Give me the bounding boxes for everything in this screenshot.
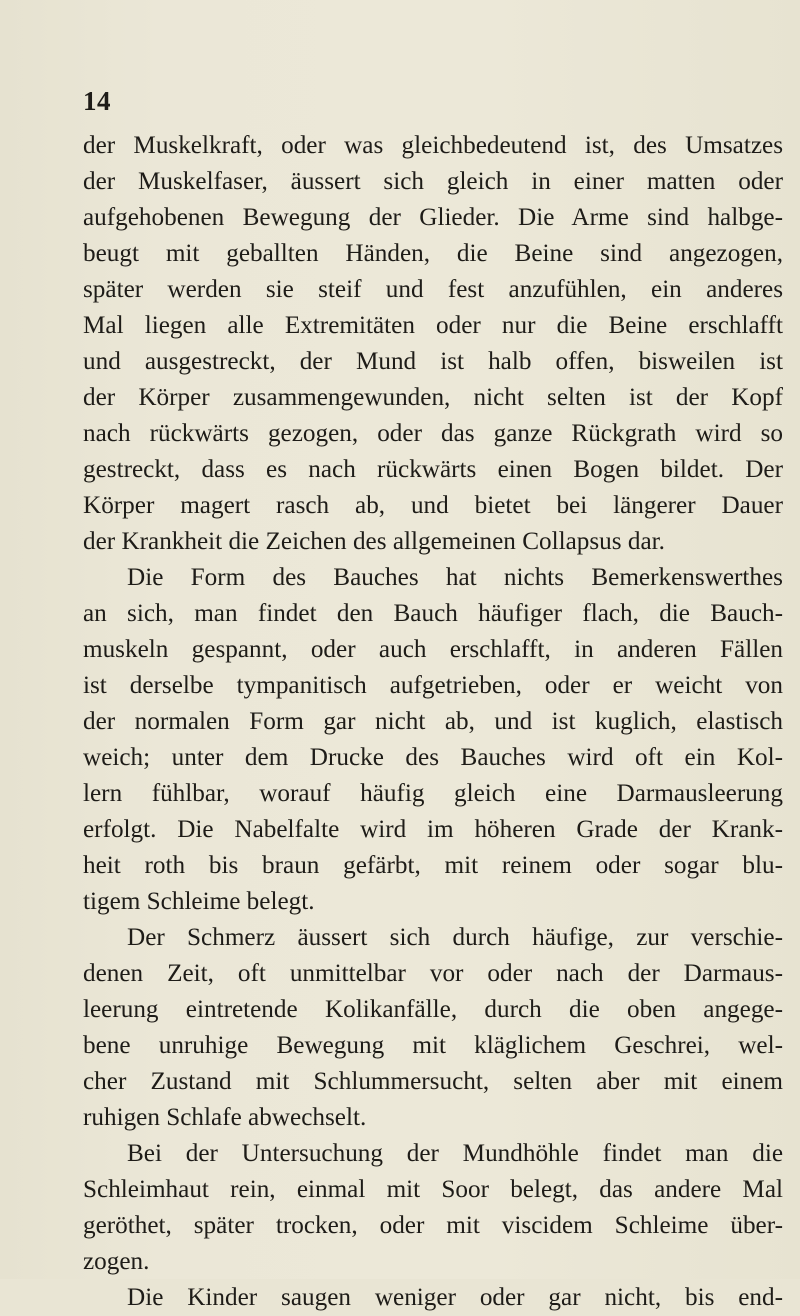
text-line: Mal liegen alle Extremitäten oder nur die Beine erschlafft: [83, 312, 783, 339]
text-line: nach rückwärts gezogen, oder das ganze Rückgrath wird so: [83, 420, 783, 447]
text-line: zogen.: [83, 1248, 150, 1275]
text-line: Bei der Untersuchung der Mundhöhle findet man die: [127, 1140, 783, 1167]
text-line: bene unruhige Bewegung mit kläglichem Geschrei, wel-: [83, 1032, 783, 1059]
text-line: an sich, man findet den Bauch häufiger flach, die Bauch-: [83, 600, 783, 627]
text-line: denen Zeit, oft unmittelbar vor oder nach der Darmaus-: [83, 960, 783, 987]
text-line: weich; unter dem Drucke des Bauches wird oft ein Kol-: [83, 744, 783, 771]
text-line: lern fühlbar, worauf häufig gleich eine Darmausleerung: [83, 780, 783, 807]
text-line: cher Zustand mit Schlummersucht, selten aber mit einem: [83, 1068, 783, 1095]
text-line: ist derselbe tympanitisch aufgetrieben, oder er weicht von: [83, 672, 783, 699]
text-line: der Krankheit die Zeichen des allgemeinen Collapsus dar.: [83, 528, 665, 555]
text-line: der Muskelfaser, äussert sich gleich in einer matten oder: [83, 168, 783, 195]
text-line: aufgehobenen Bewegung der Glieder. Die Arme sind halbge-: [83, 204, 783, 231]
text-line: Die Form des Bauches hat nichts Bemerkenswerthes: [127, 564, 783, 591]
text-line: beugt mit geballten Händen, die Beine sind angezogen,: [83, 240, 783, 267]
text-line: heit roth bis braun gefärbt, mit reinem oder sogar blu-: [83, 852, 783, 879]
text-line: Die Kinder saugen weniger oder gar nicht, bis end-: [127, 1284, 783, 1311]
text-line: erfolgt. Die Nabelfalte wird im höheren Grade der Krank-: [83, 816, 783, 843]
text-line: Der Schmerz äussert sich durch häufige, zur verschie-: [127, 924, 783, 951]
page-number: 14: [83, 86, 111, 116]
text-line: leerung eintretende Kolikanfälle, durch die oben angege-: [83, 996, 783, 1023]
text-line: muskeln gespannt, oder auch erschlafft, in anderen Fällen: [83, 636, 783, 663]
text-line: tigem Schleime belegt.: [83, 888, 315, 915]
text-line: Schleimhaut rein, einmal mit Soor belegt, das andere Mal: [83, 1176, 783, 1203]
text-line: gestreckt, dass es nach rückwärts einen Bogen bildet. Der: [83, 456, 783, 483]
text-line: später werden sie steif und fest anzufühlen, ein anderes: [83, 276, 783, 303]
text-line: der Körper zusammengewunden, nicht selten ist der Kopf: [83, 384, 783, 411]
text-line: geröthet, später trocken, oder mit viscidem Schleime über-: [83, 1212, 783, 1239]
text-line: der Muskelkraft, oder was gleichbedeutend ist, des Umsatzes: [83, 132, 783, 159]
body-text: [83, 128, 783, 1316]
text-line: ruhigen Schlafe abwechselt.: [83, 1104, 367, 1131]
text-line: der normalen Form gar nicht ab, und ist kuglich, elastisch: [83, 708, 783, 735]
text-line: Körper magert rasch ab, und bietet bei längerer Dauer: [83, 492, 783, 519]
text-line: und ausgestreckt, der Mund ist halb offen, bisweilen ist: [83, 348, 783, 375]
